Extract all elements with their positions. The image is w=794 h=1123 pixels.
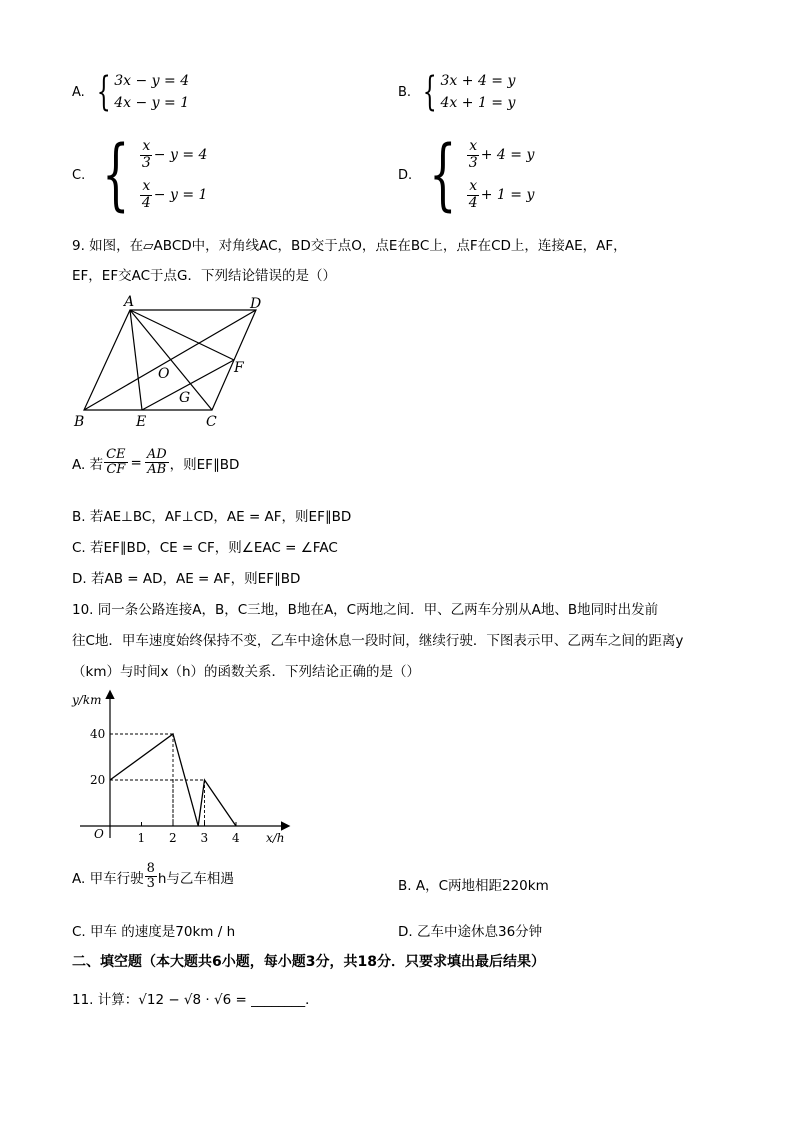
y-tick-label: 20 (90, 773, 106, 787)
label-c: C (206, 414, 217, 430)
equation: 3x + 4 = y (440, 73, 516, 89)
q9-stem-line-2: EF，EF交AC于点G．下列结论错误的是（） (72, 268, 336, 284)
equation: 4x − y = 1 (114, 95, 190, 111)
equation: $\frac{x}{3}$ − y = 4 (141, 138, 208, 171)
q10-option-d: D. 乙车中途休息36分钟 (398, 924, 543, 940)
option-label: D. (398, 167, 413, 183)
q9-option-a: A. 若 $\frac{CE}{CF}$ = $\frac{AD}{AB}$ ，则EF∥BD (72, 447, 240, 478)
label-e: E (136, 414, 147, 430)
label-f: F (234, 360, 244, 376)
option-label: B. (398, 84, 412, 100)
distance-time-chart (66, 686, 296, 846)
q10-option-a: A. 甲车行驶 $\frac{8}{3}$ h与乙车相遇 (72, 861, 234, 892)
equation: 4x + 1 = y (440, 95, 516, 111)
q8-option-b: B. { 3x + 4 = y 4x + 1 = y (398, 69, 516, 115)
q9-option-c: C. 若EF∥BD，CE = CF，则∠EAC = ∠FAC (72, 540, 338, 556)
q10-stem-line-2: 往C地．甲车速度始终保持不变，乙车中途休息一段时间，继续行驶．下图表示甲、乙两车之间的距离y (72, 633, 684, 649)
q10-stem-line-1: 10. 同一条公路连接A，B，C三地，B地在A，C两地之间．甲、乙两车分别从A地、B地同时出发前 (72, 602, 659, 618)
label-b: B (74, 414, 85, 430)
q10-option-b: B. A，C两地相距220km (398, 878, 549, 894)
origin-label: O (94, 827, 104, 841)
x-axis-label: x/h (266, 831, 285, 845)
x-tick-label: 4 (232, 831, 240, 845)
q10-stem-line-3: （km）与时间x（h）的函数关系．下列结论正确的是（） (72, 664, 421, 680)
label-g: G (179, 390, 191, 406)
q8-option-c: C. { $\frac{x}{3}$ − y = 4 $\frac{x}{4}$ − y = 1 (72, 130, 208, 220)
q9-option-b: B. 若AE⊥BC，AF⊥CD，AE = AF，则EF∥BD (72, 509, 352, 525)
equation: 3x − y = 4 (114, 73, 190, 89)
x-tick-label: 1 (137, 831, 146, 845)
label-d: D (250, 296, 262, 312)
q10-option-c: C. 甲车 的速度是70km / h (72, 924, 236, 940)
x-tick-label: 2 (169, 831, 177, 845)
option-label: A. (72, 84, 85, 100)
q9-stem-line-1: 9. 如图，在▱ABCD中，对角线AC，BD交于点O，点E在BC上，点F在CD上，连接AE，AF， (72, 238, 627, 254)
y-axis-label: y/km (72, 693, 102, 707)
q11-question: 11. 计算：√12 − √8 · √6 = ________． (72, 992, 319, 1008)
label-o: O (158, 366, 170, 382)
y-tick-label: 40 (90, 727, 106, 741)
q8-option-d: D. { $\frac{x}{3}$ + 4 = y $\frac{x}{4}$ + 1 = y (398, 130, 535, 220)
q9-option-d: D. 若AB = AD，AE = AF，则EF∥BD (72, 571, 301, 587)
equation: $\frac{x}{4}$ + 1 = y (468, 178, 535, 211)
equation: $\frac{x}{3}$ + 4 = y (468, 138, 535, 171)
segment-ae (130, 310, 142, 410)
label-a: A (124, 294, 135, 310)
option-label: C. (72, 167, 86, 183)
q8-option-a: A. { 3x − y = 4 4x − y = 1 (72, 69, 190, 115)
section-heading: 二、填空题（本大题共6小题，每小题3分，共18分．只要求填出最后结果） (72, 954, 545, 970)
equation: $\frac{x}{4}$ − y = 1 (141, 178, 208, 211)
parallelogram-figure (66, 290, 276, 430)
x-tick-label: 3 (200, 831, 209, 845)
